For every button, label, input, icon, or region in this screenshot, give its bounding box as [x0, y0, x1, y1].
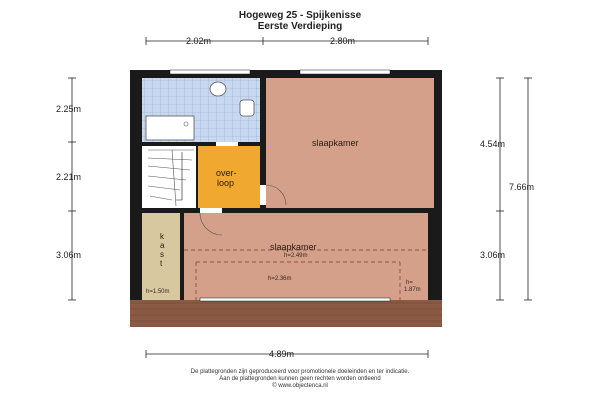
disclaimer-line-1: De plattegronden zijn geproduceerd voor promotionele doeleinden en ter indicatie. [190, 369, 410, 375]
room-label-bedroom-bottom: slaapkamer [270, 242, 317, 252]
dim-left-2: 2.21m [56, 172, 82, 182]
ceiling-height-236: h=2.36m [268, 276, 292, 282]
ceiling-height-249: h=2.49m [284, 253, 308, 259]
copyright: © www.objectenca.nl [272, 383, 328, 389]
toilet [210, 82, 226, 96]
stairwell [142, 146, 196, 208]
plan-subtitle: Eerste Verdieping [257, 21, 343, 32]
shower-tray [146, 116, 194, 140]
dim-top-left: 2.02m [186, 36, 212, 46]
dim-right-1: 4.54m [480, 139, 506, 149]
dim-left-3: 3.06m [56, 250, 82, 260]
plan-title: Hogeweg 25 - Spijkenisse [238, 10, 362, 21]
room-label-bedroom-top: slaapkamer [312, 138, 359, 148]
ceiling-height-187-b: 1.87m [404, 287, 421, 293]
dim-right-2: 3.06m [480, 250, 506, 260]
closet-height: h=1.50m [146, 289, 170, 295]
dim-right-total: 7.66m [509, 182, 535, 192]
roof-strip [130, 300, 442, 327]
room-label-closet: kast [160, 232, 165, 268]
right-wall-cutout [428, 78, 434, 208]
dim-bottom: 4.89m [269, 349, 295, 359]
disclaimer-line-2: Aan de plattegronden kunnen geen rechten worden ontleend [219, 376, 381, 382]
sink [240, 100, 254, 116]
ceiling-height-187-a: h= [406, 280, 413, 286]
window-top-left [170, 70, 250, 74]
window-bottom [200, 298, 390, 301]
dim-top-right: 2.80m [330, 36, 356, 46]
window-top-right [300, 70, 390, 74]
dim-left-1: 2.25m [56, 104, 82, 114]
room-label-landing-2: loop [217, 178, 235, 188]
room-label-landing-1: over- [216, 168, 237, 178]
